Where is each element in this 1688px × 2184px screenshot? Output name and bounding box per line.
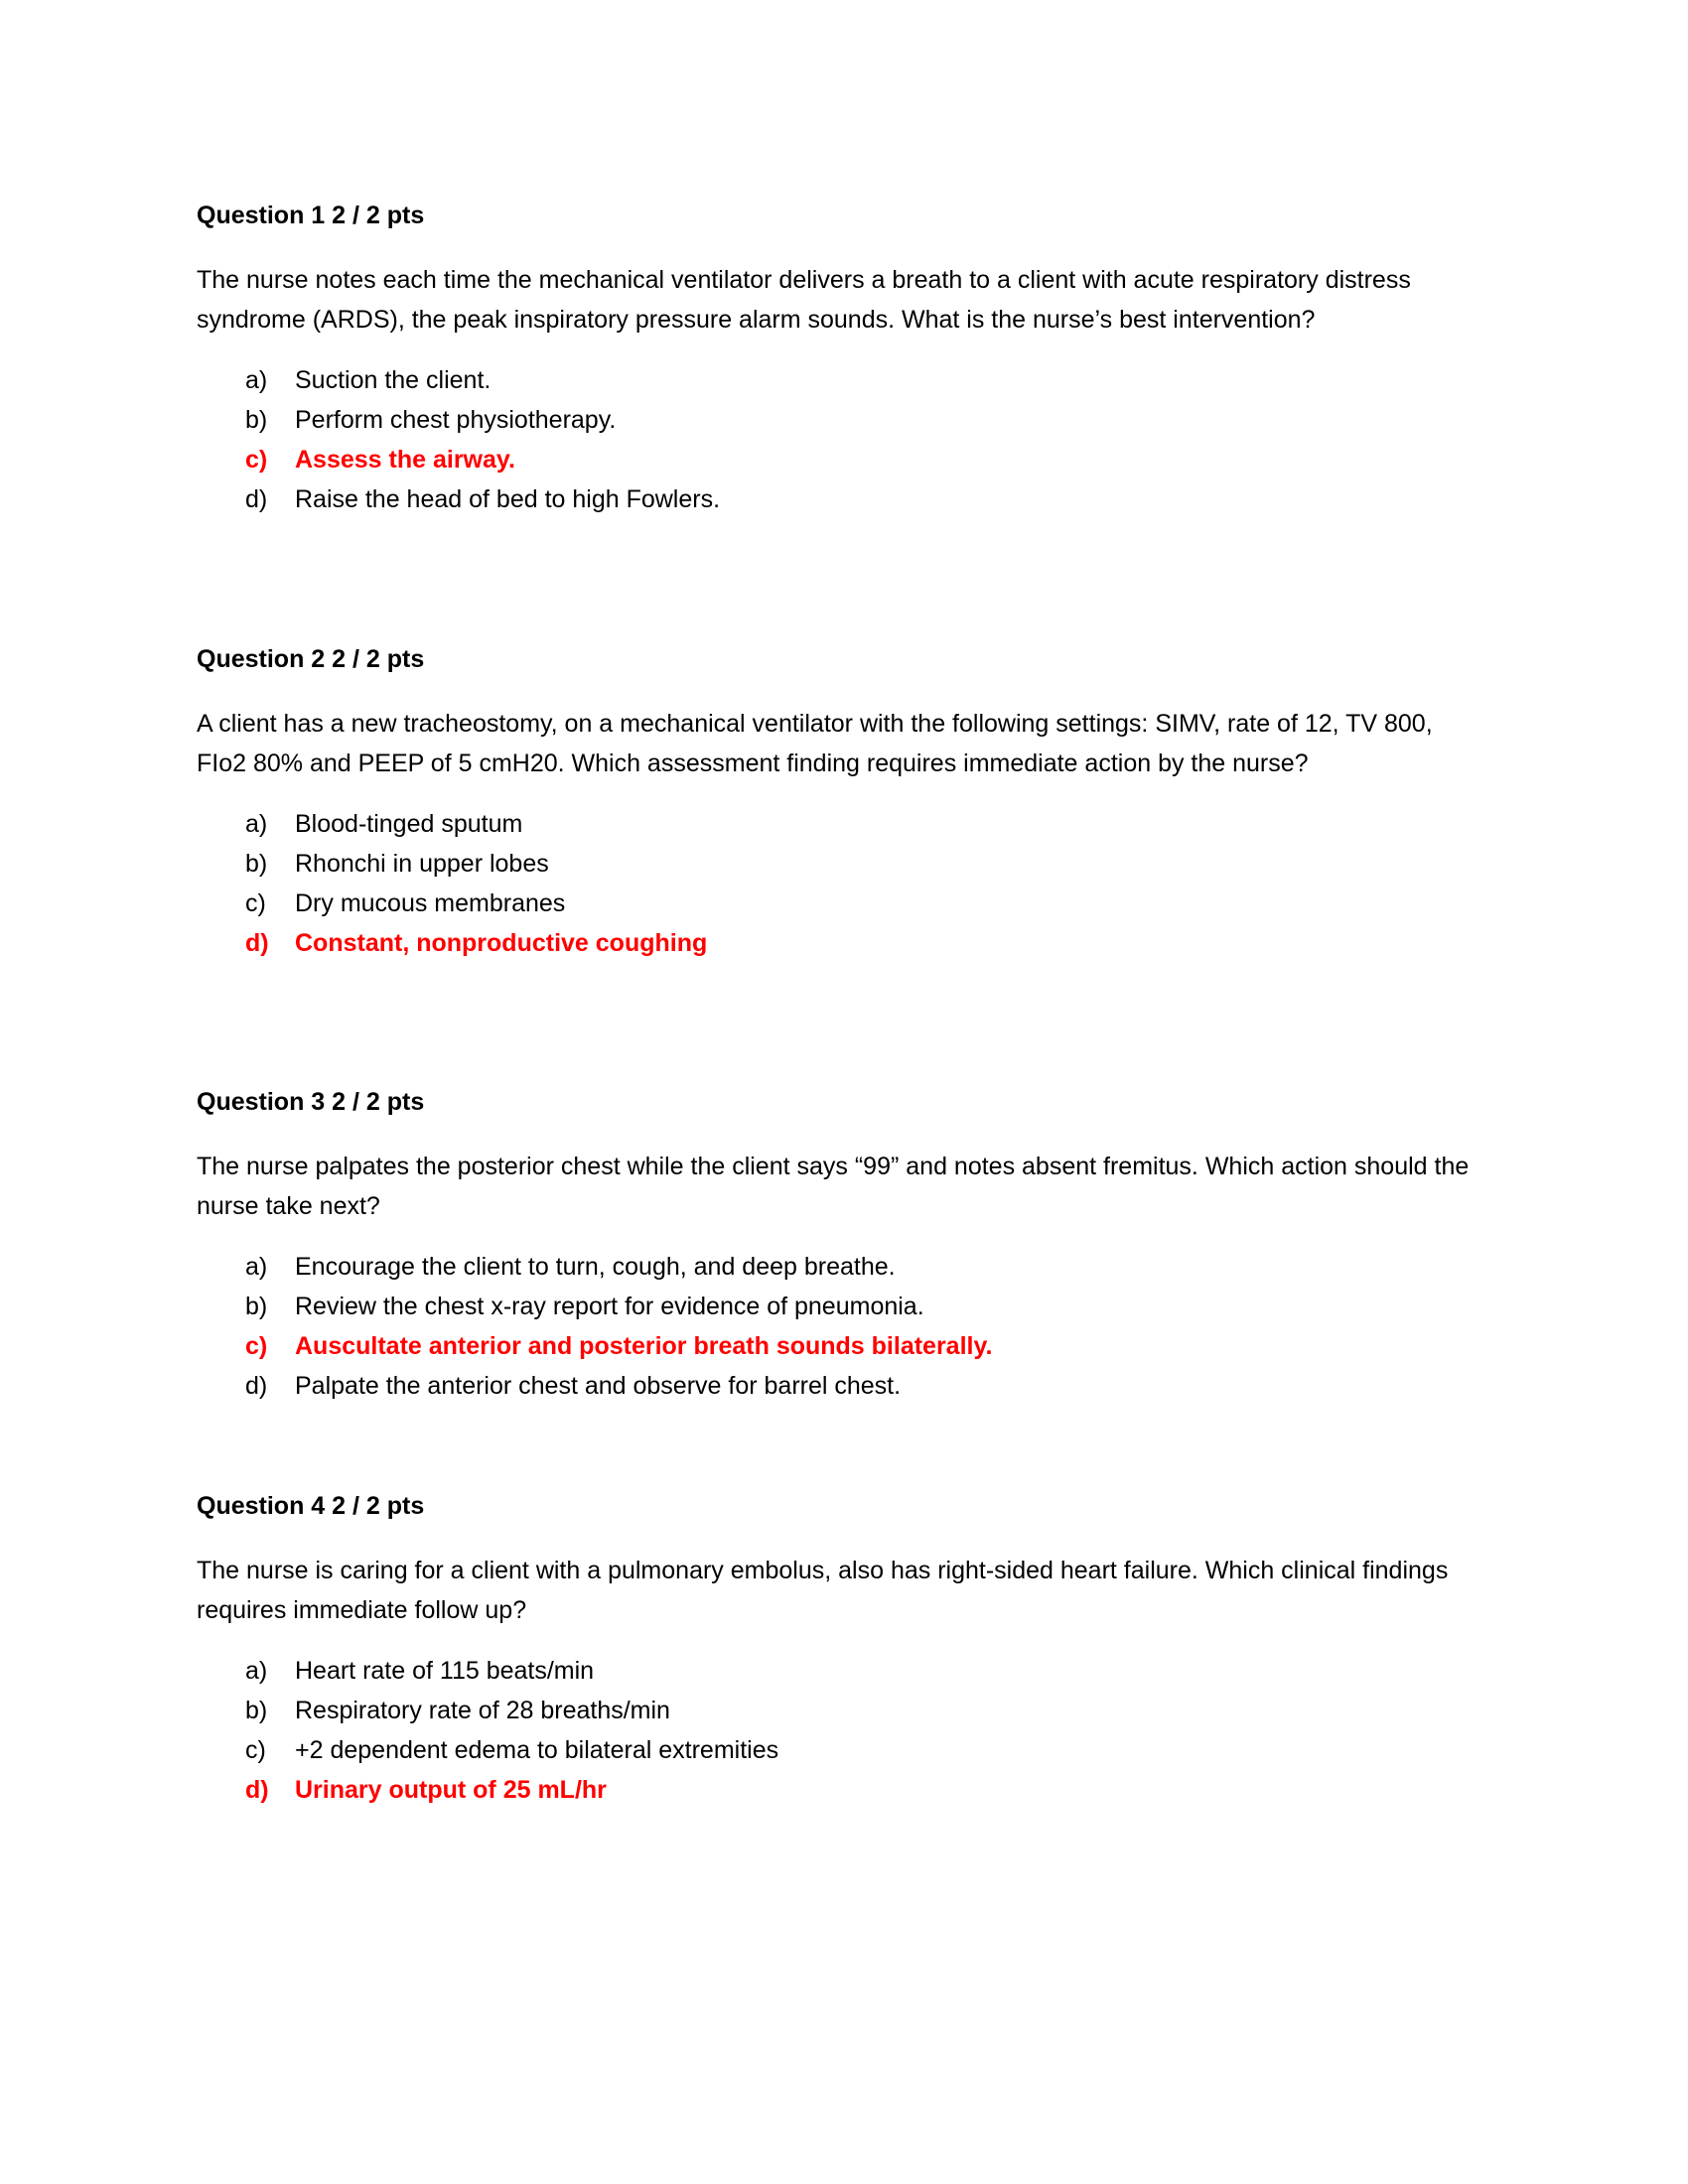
option-letter: d) (245, 1372, 268, 1400)
question-heading: Question 4 2 / 2 pts (197, 1492, 425, 1520)
option-text: Dry mucous membranes (295, 889, 566, 917)
correct-answer-option (197, 1326, 1487, 1366)
option-letter: a) (245, 1253, 268, 1281)
option-text: Perform chest physiotherapy. (295, 406, 617, 434)
option-text: Suction the client. (295, 366, 492, 394)
option-letter: c) (245, 1332, 268, 1360)
question-1 (197, 200, 1487, 519)
option-letter: a) (245, 366, 268, 394)
question-text: The nurse notes each time the mechanical ventilator delivers a breath to a client with acute respiratory distress syndrome (ARDS), the peak inspiratory pressure alarm sounds. What is the nurse’s best intervention? (197, 266, 1411, 334)
option-text: Review the chest x-ray report for evidence of pneumonia. (295, 1293, 924, 1320)
question-heading: Question 3 2 / 2 pts (197, 1088, 425, 1116)
answer-option (197, 1287, 1487, 1326)
option-letter: d) (245, 929, 269, 957)
option-letter: b) (245, 850, 268, 878)
correct-answer-option (197, 440, 1487, 479)
answer-option (197, 360, 1487, 400)
answer-options (197, 360, 1487, 519)
question-2 (197, 643, 1487, 963)
answer-option (197, 884, 1487, 923)
option-letter: b) (245, 1697, 268, 1724)
option-text: Rhonchi in upper lobes (295, 850, 549, 878)
option-text: Respiratory rate of 28 breaths/min (295, 1697, 670, 1724)
question-4 (197, 1490, 1487, 1810)
option-text: Heart rate of 115 beats/min (295, 1657, 595, 1685)
option-text: Constant, nonproductive coughing (295, 929, 708, 957)
answer-option (197, 1730, 1487, 1770)
answer-options (197, 1247, 1487, 1406)
option-text: Encourage the client to turn, cough, and deep breathe. (295, 1253, 896, 1281)
correct-answer-option (197, 1770, 1487, 1810)
answer-option (197, 1247, 1487, 1287)
question-text: The nurse palpates the posterior chest while the client says “99” and notes absent fremitus. Which action should the nurse take next? (197, 1153, 1470, 1220)
question-text: A client has a new tracheostomy, on a mechanical ventilator with the following settings: SIMV, rate of 12, TV 800, FIo2 80% and PEEP of 5 cmH20. Which assessment finding requires immediate action by the nurse? (197, 710, 1433, 777)
option-letter: d) (245, 1776, 269, 1804)
answer-option (197, 844, 1487, 884)
option-letter: a) (245, 810, 268, 838)
option-letter: c) (245, 446, 268, 474)
answer-option (197, 1366, 1487, 1406)
question-text: The nurse is caring for a client with a pulmonary embolus, also has right-sided heart failure. Which clinical findings requires immediate follow up? (197, 1557, 1449, 1624)
answer-option (197, 1691, 1487, 1730)
option-text: +2 dependent edema to bilateral extremities (295, 1736, 779, 1764)
answer-option (197, 400, 1487, 440)
option-text: Auscultate anterior and posterior breath sounds bilaterally. (295, 1332, 993, 1360)
option-text: Urinary output of 25 mL/hr (295, 1776, 607, 1804)
option-text: Raise the head of bed to high Fowlers. (295, 485, 721, 513)
option-letter: c) (245, 889, 266, 917)
answer-options (197, 1651, 1487, 1810)
question-heading: Question 2 2 / 2 pts (197, 645, 425, 673)
option-text: Blood-tinged sputum (295, 810, 523, 838)
option-letter: c) (245, 1736, 266, 1764)
answer-option (197, 1651, 1487, 1691)
answer-option (197, 804, 1487, 844)
question-heading: Question 1 2 / 2 pts (197, 202, 425, 229)
correct-answer-option (197, 923, 1487, 963)
question-3 (197, 1086, 1487, 1406)
option-text: Assess the airway. (295, 446, 515, 474)
option-letter: d) (245, 485, 268, 513)
answer-option (197, 479, 1487, 519)
option-letter: b) (245, 406, 268, 434)
answer-options (197, 804, 1487, 963)
option-text: Palpate the anterior chest and observe for barrel chest. (295, 1372, 902, 1400)
option-letter: b) (245, 1293, 268, 1320)
option-letter: a) (245, 1657, 268, 1685)
